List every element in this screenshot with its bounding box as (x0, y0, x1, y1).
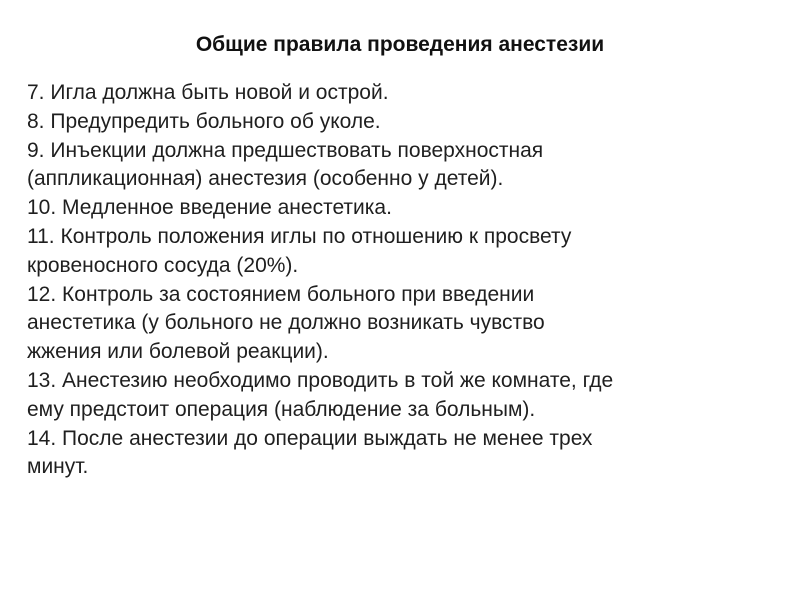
rule-line: 12. Контроль за состоянием больного при введении (27, 282, 535, 306)
rule-line: ему предстоит операция (наблюдение за больным). (27, 397, 536, 421)
rule-line: 7. Игла должна быть новой и острой. (27, 81, 389, 104)
rule-line: 10. Медленное введение анестетика. (27, 196, 392, 220)
rule-line: кровеносного сосуда (20%). (27, 253, 299, 277)
rule-line: 8. Предупредить больного об уколе. (27, 109, 381, 133)
slide-title: Общие правила проведения анестезии (195, 33, 605, 56)
rule-line: минут. (27, 455, 89, 479)
rule-line: анестетика (у больного не должно возникать чувство (27, 311, 545, 335)
rule-line: 11. Контроль положения иглы по отношению к просвету (27, 224, 572, 248)
rule-line: (аппликационная) анестезия (особенно у детей). (27, 167, 504, 191)
rules-list (27, 79, 787, 482)
rule-line: 9. Инъекции должна предшествовать поверхностная (27, 138, 544, 162)
rule-line: жжения или болевой реакции). (27, 340, 329, 364)
rule-line: 14. После анестезии до операции выждать не менее трех (27, 426, 593, 450)
rule-line: 13. Анестезию необходимо проводить в той же комнате, где (27, 368, 614, 392)
